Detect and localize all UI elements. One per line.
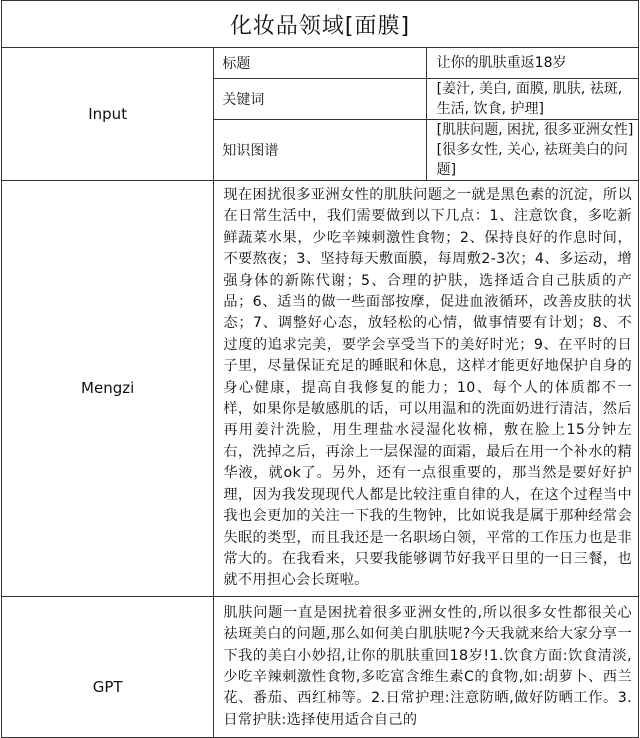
field-title-label: 标题 [214,48,426,79]
input-label: Input [2,48,214,181]
field-keywords-value: [姜汁, 美白, 面膜, 肌肤, 祛斑, 生活, 饮食, 护理] [426,79,638,120]
mengzi-output-text: 现在困扰很多亚洲女性的肌肤问题之一就是黑色素的沉淀，所以在日常生活中，我们需要做到以下几点：1、注意饮食，多吃新鲜蔬菜水果，少吃辛辣刺激性食物；2、保持良好的作息时间，不要熬夜；3、坚持每天敷面膜，每周敷2-3次；4、多运动，增强身体的新陈代谢；5、合理的护肤，选择适合自己肤质的产品；6、适当的做一些面部按摩，促进血液循环，改善皮肤的状态；7、调整好心态，放轻松的心情，做事情要有计划；8、不过度的追求完美，要学会享受当下的美好时光；9、在平时的日子里，尽量保证充足的睡眠和休息，这样才能更好地保护自身的身心健康，提高自我修复的能力；10、每个人的体质都不一样，如果你是敏感肌的话，可以用温和的洗面奶进行清洁，然后再用姜汁洗脸，用生理盐水浸湿化妆棉，敷在脸上15分钟左右，洗掉之后，再涂上一层保湿的面霜，最后在用一个补水的精华液，就ok了。另外，还有一点很重要的，那当然是要好好护理，因为我发现现代人都是比较注重自律的人，在这个过程当中我也会更加的关注一下我的生物钟，比如说我是属于那种经常会失眠的类型，而且我还是一名职场白领，平常的工作压力也是非常大的。在我看来，只要我能够调节好我平日里的一日三餐，也就不用担心会长斑啦。 [214,181,639,597]
mengzi-label: Mengzi [2,181,214,597]
knowledge-graph-line-2: [很多女性, 关心, 祛斑美白的问题] [436,142,628,178]
field-keywords-label: 关键词 [214,79,426,120]
gpt-output-text: 肌肤问题一直是困扰着很多亚洲女性的,所以很多女性都很关心祛斑美白的问题,那么如何美白肌肤呢?今天我就来给大家分享一下我的美白小妙招,让你的肌肤重回18岁!1.饮食方面:饮食清淡,少吃辛辣刺激性食物,多吃富含维生素C的食物,如:胡萝卜、西兰花、番茄、西红柿等。2.日常护理:注意防晒,做好防晒工作。3.日常护肤:选择使用适合自己的 [214,596,639,737]
field-knowledge-graph-label: 知识图谱 [214,120,426,181]
knowledge-graph-line-1: [肌肤问题, 困扰, 很多亚洲女性] [436,122,634,138]
field-knowledge-graph-value [426,120,638,181]
comparison-table [1,0,639,738]
gpt-label: GPT [2,596,214,737]
field-title-value: 让你的肌肤重返18岁 [426,48,638,79]
table-title: 化妆品领域[面膜] [2,1,639,48]
